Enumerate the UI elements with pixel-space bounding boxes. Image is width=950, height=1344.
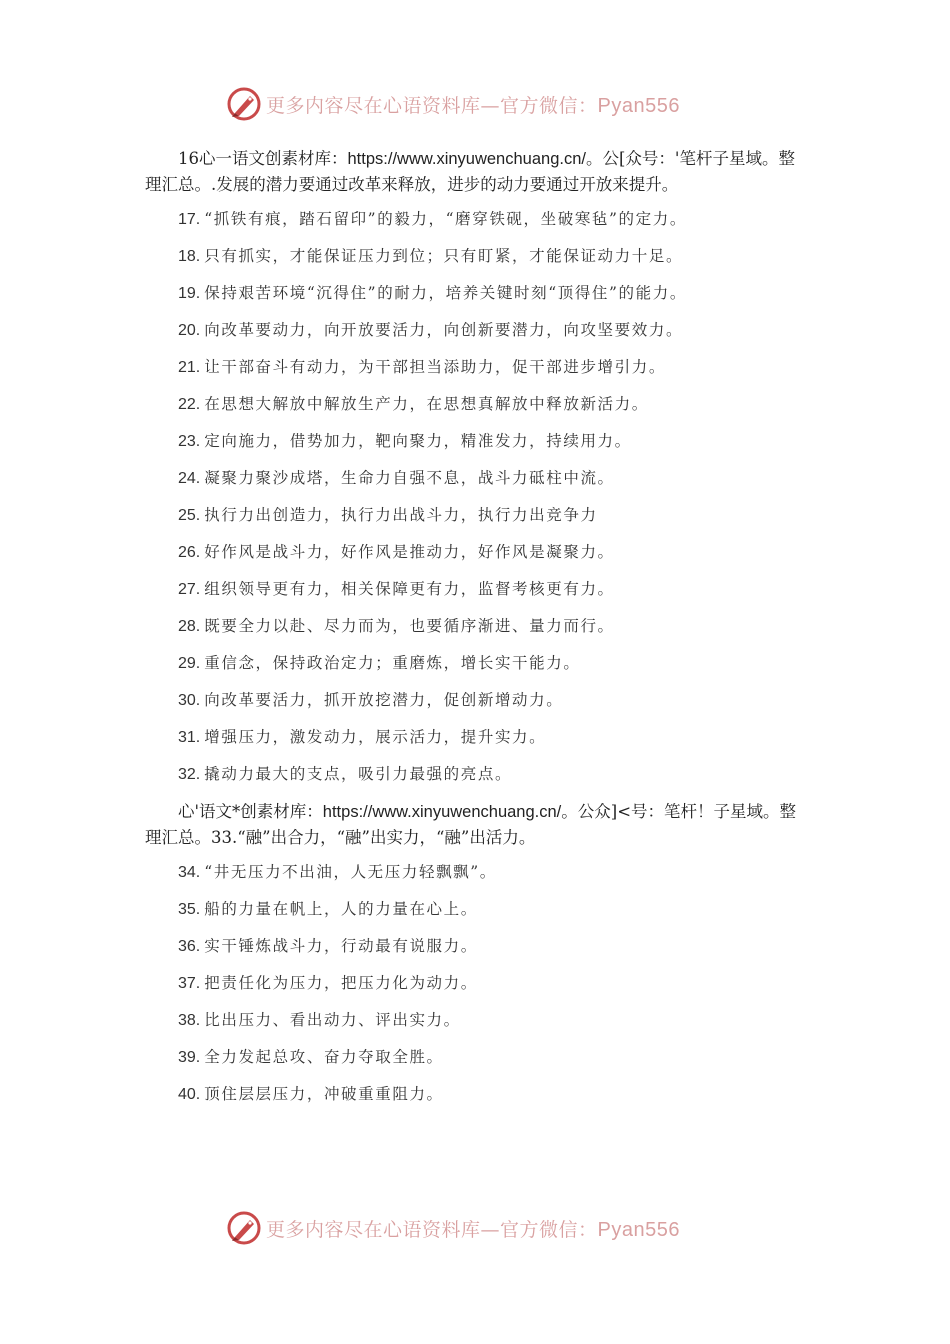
footer-banner — [0, 1208, 950, 1248]
list-item: 27. 组织领导更有力，相关保障更有力，监督考核更有力。 — [178, 580, 615, 598]
list-items-17-32 — [145, 207, 810, 799]
list-item: 19. 保持艰苦环境“沉得住”的耐力，培养关键时刻“顶得住”的能力。 — [178, 284, 687, 302]
header-banner-text: 更多内容尽在心语资料库—官方微信：Pyan556 — [266, 94, 680, 117]
list-item: 28. 既要全力以赴、尽力而为，也要循序渐进、量力而行。 — [178, 617, 615, 635]
list-items-34-40 — [145, 860, 810, 1119]
list-item: 34. “井无压力不出油，人无压力轻飘飘”。 — [178, 863, 497, 881]
list-item: 39. 全力发起总攻、奋力夺取全胜。 — [178, 1048, 444, 1066]
pen-nib-icon — [226, 86, 262, 122]
paragraph-33: 心'语文*创素材库：https://www.xinyuwenchuang.cn/。公众]<号：笔杆！子星域。整理汇总。33.“融”出合力，“融”出实力，“融”出活力。 — [145, 802, 797, 847]
list-item: 17. “抓铁有痕，踏石留印”的毅力，“磨穿铁砚，坐破寒毡”的定力。 — [178, 210, 687, 228]
list-item: 18. 只有抓实，才能保证压力到位；只有盯紧，才能保证动力十足。 — [178, 247, 684, 265]
list-item: 23. 定向施力，借势加力，靶向聚力，精准发力，持续用力。 — [178, 432, 632, 450]
list-item: 35. 船的力量在帆上，人的力量在心上。 — [178, 900, 478, 918]
list-item: 31. 增强压力，激发动力，展示活力，提升实力。 — [178, 728, 547, 746]
list-item: 24. 凝聚力聚沙成塔，生命力自强不息，战斗力砥柱中流。 — [178, 469, 615, 487]
list-item: 32. 撬动力最大的支点，吸引力最强的亮点。 — [178, 765, 513, 783]
paragraph-16: 16心一语文创素材库：https://www.xinyuwenchuang.cn/。公[众号：'笔杆子星域。整理汇总。.发展的潜力要通过改革来释放，进步的动力要通过开放来提升。 — [145, 149, 795, 194]
header-banner — [0, 84, 950, 124]
list-item: 29. 重信念，保持政治定力；重磨炼，增长实干能力。 — [178, 654, 581, 672]
list-item: 20. 向改革要动力，向开放要活力，向创新要潜力，向攻坚要效力。 — [178, 321, 684, 339]
list-item: 37. 把责任化为压力，把压力化为动力。 — [178, 974, 478, 992]
document-body — [145, 146, 810, 1119]
list-item: 30. 向改革要活力，抓开放挖潜力，促创新增动力。 — [178, 691, 564, 709]
source-link: https://www.xinyuwenchuang.cn/ — [347, 150, 586, 168]
list-item: 21. 让干部奋斗有动力，为干部担当添助力，促干部进步增引力。 — [178, 358, 666, 376]
list-item: 26. 好作风是战斗力，好作风是推动力，好作风是凝聚力。 — [178, 543, 615, 561]
list-item: 25. 执行力出创造力，执行力出战斗力，执行力出竞争力 — [178, 506, 598, 524]
list-item: 22. 在思想大解放中解放生产力，在思想真解放中释放新活力。 — [178, 395, 649, 413]
source-link: https://www.xinyuwenchuang.cn/ — [322, 803, 562, 821]
footer-banner-text: 更多内容尽在心语资料库—官方微信：Pyan556 — [266, 1218, 680, 1241]
list-item: 38. 比出压力、看出动力、评出实力。 — [178, 1011, 461, 1029]
list-item: 40. 顶住层层压力，冲破重重阻力。 — [178, 1085, 444, 1103]
pen-nib-icon — [226, 1210, 262, 1246]
list-item: 36. 实干锤炼战斗力，行动最有说服力。 — [178, 937, 478, 955]
